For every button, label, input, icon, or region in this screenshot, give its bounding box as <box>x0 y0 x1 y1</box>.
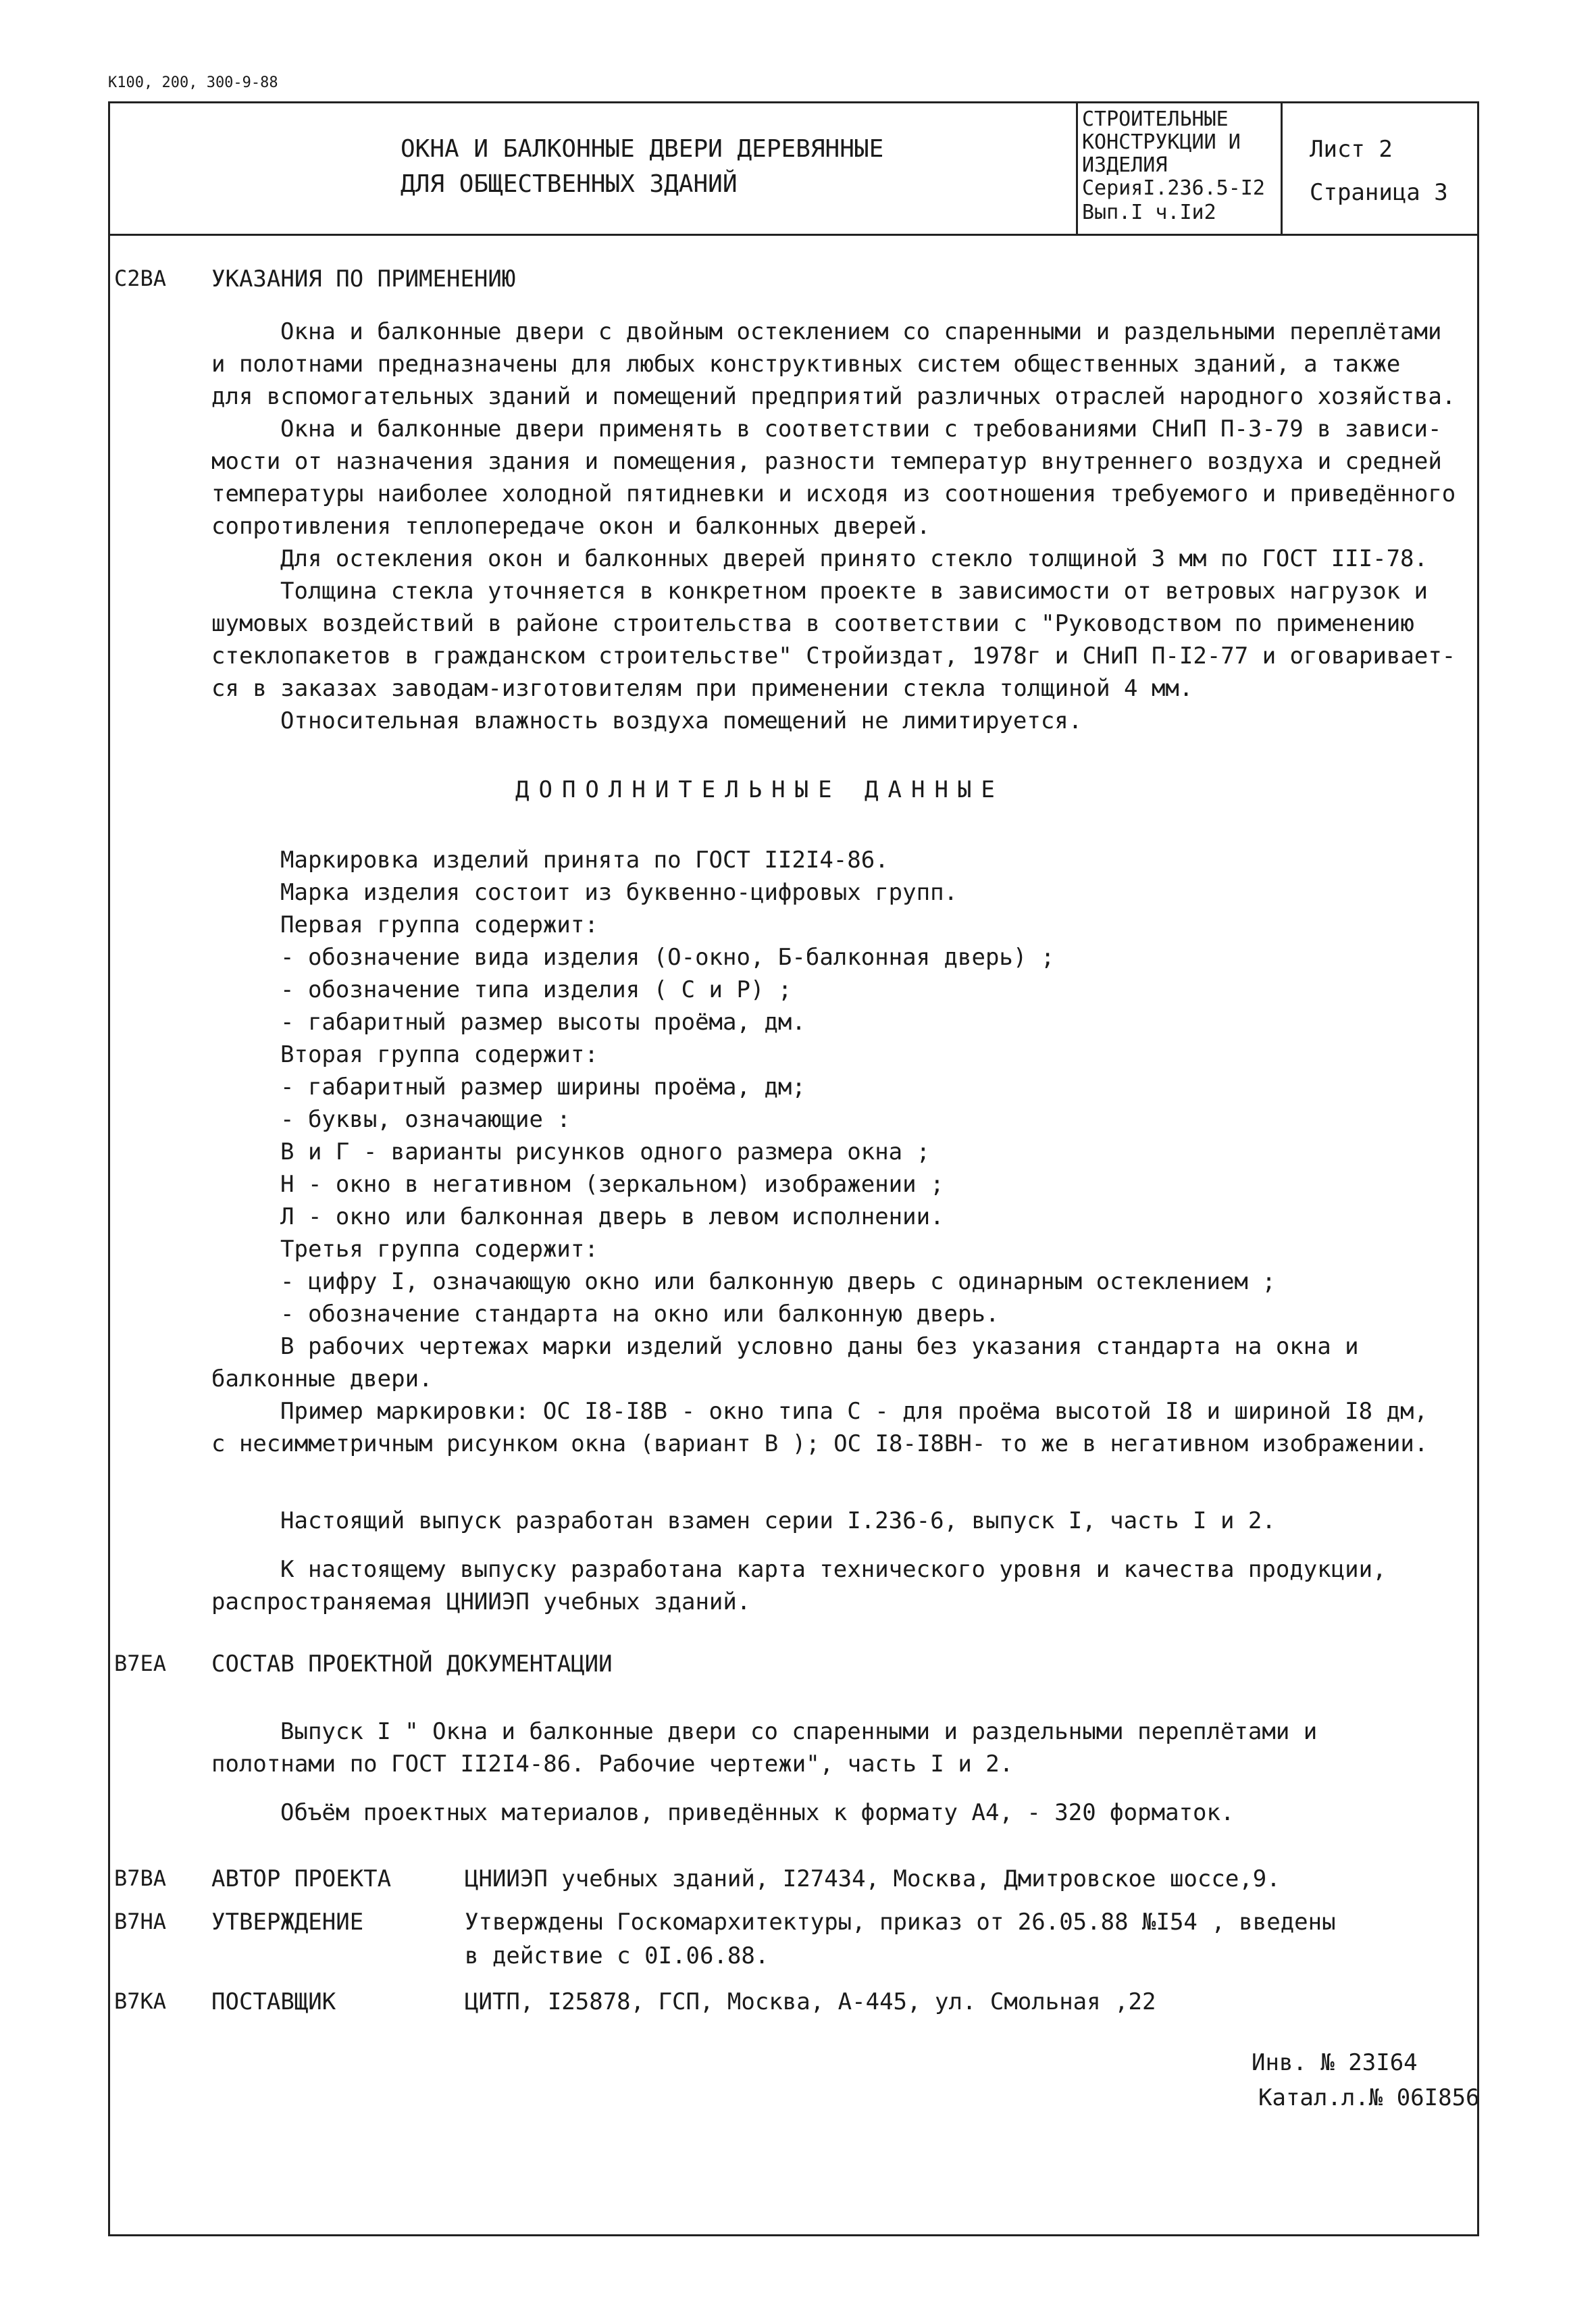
paragraph-line: стеклопакетов в гражданском строительстве" Стройиздат, 1978г и СНиП П-I2-77 и оговаривает- <box>211 643 1456 670</box>
paragraph-line: - обозначение вида изделия (О-окно, Б-балконная дверь) ; <box>280 944 1055 971</box>
paragraph-line: и полотнами предназначены для любых конструктивных систем общественных зданий, а также <box>211 351 1401 378</box>
title-line: ДЛЯ ОБЩЕСТВЕННЫХ ЗДАНИЙ <box>401 170 738 198</box>
paragraph-line: - габаритный размер высоты проёма, дм. <box>280 1009 806 1036</box>
paragraph-line: шумовых воздействий в районе строительства в соответствии с "Руководством по применению <box>211 610 1414 637</box>
paragraph-line: Окна и балконные двери применять в соответствии с требованиями СНиП П-3-79 в зависи- <box>280 416 1442 443</box>
paragraph-line: для вспомогательных зданий и помещений предприятий различных отраслей народного хозяйства. <box>211 383 1456 410</box>
category-line: КОНСТРУКЦИИ И <box>1082 130 1241 154</box>
section-heading: СОСТАВ ПРОЕКТНОЙ ДОКУМЕНТАЦИИ <box>211 1651 613 1678</box>
paragraph-line: Пример маркировки: ОС I8-I8В - окно типа С - для проёма высотой I8 и шириной I8 дм, <box>280 1398 1428 1425</box>
section-code: С2ВА <box>114 266 167 291</box>
catalog-number: Катал.л.№ 06I856 <box>1258 2084 1480 2111</box>
row-code: В7ВА <box>114 1865 167 1891</box>
row-value: ЦНИИЭП учебных зданий, I27434, Москва, Дмитровское шоссе,9. <box>465 1865 1281 1892</box>
paragraph-line: Для остекления окон и балконных дверей принято стекло толщиной 3 мм по ГОСТ III-78. <box>280 545 1428 572</box>
inventory-number: Инв. № 23I64 <box>1252 2049 1418 2076</box>
paragraph-line: Н - окно в негативном (зеркальном) изображении ; <box>280 1171 944 1198</box>
title-cell <box>110 103 1078 234</box>
sheet-cell <box>1283 103 1477 234</box>
paragraph-line: ся в заказах заводам-изготовителям при применении стекла толщиной 4 мм. <box>211 675 1193 702</box>
paragraph-line: - обозначение типа изделия ( С и Р) ; <box>280 976 792 1003</box>
paragraph-line: В рабочих чертежах марки изделий условно даны без указания стандарта на окна и <box>280 1333 1359 1360</box>
paragraph-line: распространяемая ЦНИИЭП учебных зданий. <box>211 1588 751 1615</box>
paragraph-line: Марка изделия состоит из буквенно-цифровых групп. <box>280 879 958 906</box>
paragraph-line: Вторая группа содержит: <box>280 1041 598 1068</box>
sheet-number: Лист 2 <box>1310 136 1393 163</box>
row-label: АВТОР ПРОЕКТА <box>211 1865 392 1892</box>
paragraph-line: Третья группа содержит: <box>280 1236 598 1263</box>
paragraph-line: балконные двери. <box>211 1365 433 1392</box>
row-label: УТВЕРЖДЕНИЕ <box>211 1909 364 1936</box>
paragraph-line: Первая группа содержит: <box>280 911 598 938</box>
paragraph-line: Окна и балконные двери с двойным остеклением со спаренными и раздельными переплётами <box>280 318 1442 345</box>
category-cell <box>1078 103 1283 234</box>
document-code: К100, 200, 300-9-88 <box>108 74 278 91</box>
row-value: ЦИТП, I25878, ГСП, Москва, А-445, ул. Смольная ,22 <box>465 1988 1156 2015</box>
paragraph-line: с несимметричным рисунком окна (вариант В ); ОС I8-I8ВН- то же в негативном изображении. <box>211 1430 1428 1457</box>
paragraph-line: - габаритный размер ширины проёма, дм; <box>280 1074 806 1101</box>
paragraph-line: сопротивления теплопередаче окон и балконных дверей. <box>211 513 931 540</box>
row-label: ПОСТАВЩИК <box>211 1988 336 2015</box>
paragraph-line: В и Г - варианты рисунков одного размера окна ; <box>280 1138 931 1165</box>
paragraph-line: Настоящий выпуск разработан взамен серии I.236-6, выпуск I, часть I и 2. <box>280 1507 1276 1534</box>
paragraph-line: - буквы, означающие : <box>280 1106 571 1133</box>
page-number: Страница 3 <box>1310 179 1448 206</box>
paragraph-line: Относительная влажность воздуха помещений не лимитируется. <box>280 707 1083 734</box>
document-title <box>401 132 883 202</box>
additional-heading: ДОПОЛНИТЕЛЬНЫЕ ДАННЫЕ <box>515 776 1004 803</box>
paragraph-line: - цифру I, означающую окно или балконную дверь с одинарным остеклением ; <box>280 1268 1276 1295</box>
paragraph-line: Объём проектных материалов, приведённых к формату А4, - 320 форматок. <box>280 1799 1235 1826</box>
paragraph-line: - обозначение стандарта на окно или балконную дверь. <box>280 1301 1000 1328</box>
row-value: Утверждены Госкомархитектуры, приказ от 26.05.88 №I54 , введены <box>465 1909 1336 1936</box>
series-line: СерияI.236.5-I2 <box>1082 176 1265 200</box>
paragraph-line: мости от назначения здания и помещения, разности температур внутреннего воздуха и средней <box>211 448 1442 475</box>
category-line: СТРОИТЕЛЬНЫЕ <box>1082 107 1229 131</box>
paragraph-line: Толщина стекла уточняется в конкретном проекте в зависимости от ветровых нагрузок и <box>280 578 1428 605</box>
title-block <box>110 103 1477 236</box>
row-code: В7КА <box>114 1988 167 2014</box>
page-frame <box>108 101 1479 2236</box>
paragraph-line: полотнами по ГОСТ II2I4-86. Рабочие чертежи", часть I и 2. <box>211 1751 1014 1778</box>
paragraph-line: Выпуск I " Окна и балконные двери со спаренными и раздельными переплётами и <box>280 1718 1318 1745</box>
paragraph-line: Л - окно или балконная дверь в левом исполнении. <box>280 1203 944 1230</box>
paragraph-line: К настоящему выпуску разработана карта технического уровня и качества продукции, <box>280 1556 1387 1583</box>
section-code: В7ЕА <box>114 1651 167 1676</box>
category-line: ИЗДЕЛИЯ <box>1082 153 1168 177</box>
paragraph-line: Маркировка изделий принята по ГОСТ II2I4-86. <box>280 847 889 874</box>
issue-line: Вып.I ч.Iи2 <box>1082 201 1216 224</box>
title-line: ОКНА И БАЛКОННЫЕ ДВЕРИ ДЕРЕВЯННЫЕ <box>401 135 884 163</box>
row-value-continued: в действие с 0I.06.88. <box>465 1942 769 1969</box>
section-heading: УКАЗАНИЯ ПО ПРИМЕНЕНИЮ <box>211 266 516 293</box>
paragraph-line: температуры наиболее холодной пятидневки и исходя из соотношения требуемого и приведённого <box>211 480 1456 507</box>
row-code: В7НА <box>114 1909 167 1934</box>
